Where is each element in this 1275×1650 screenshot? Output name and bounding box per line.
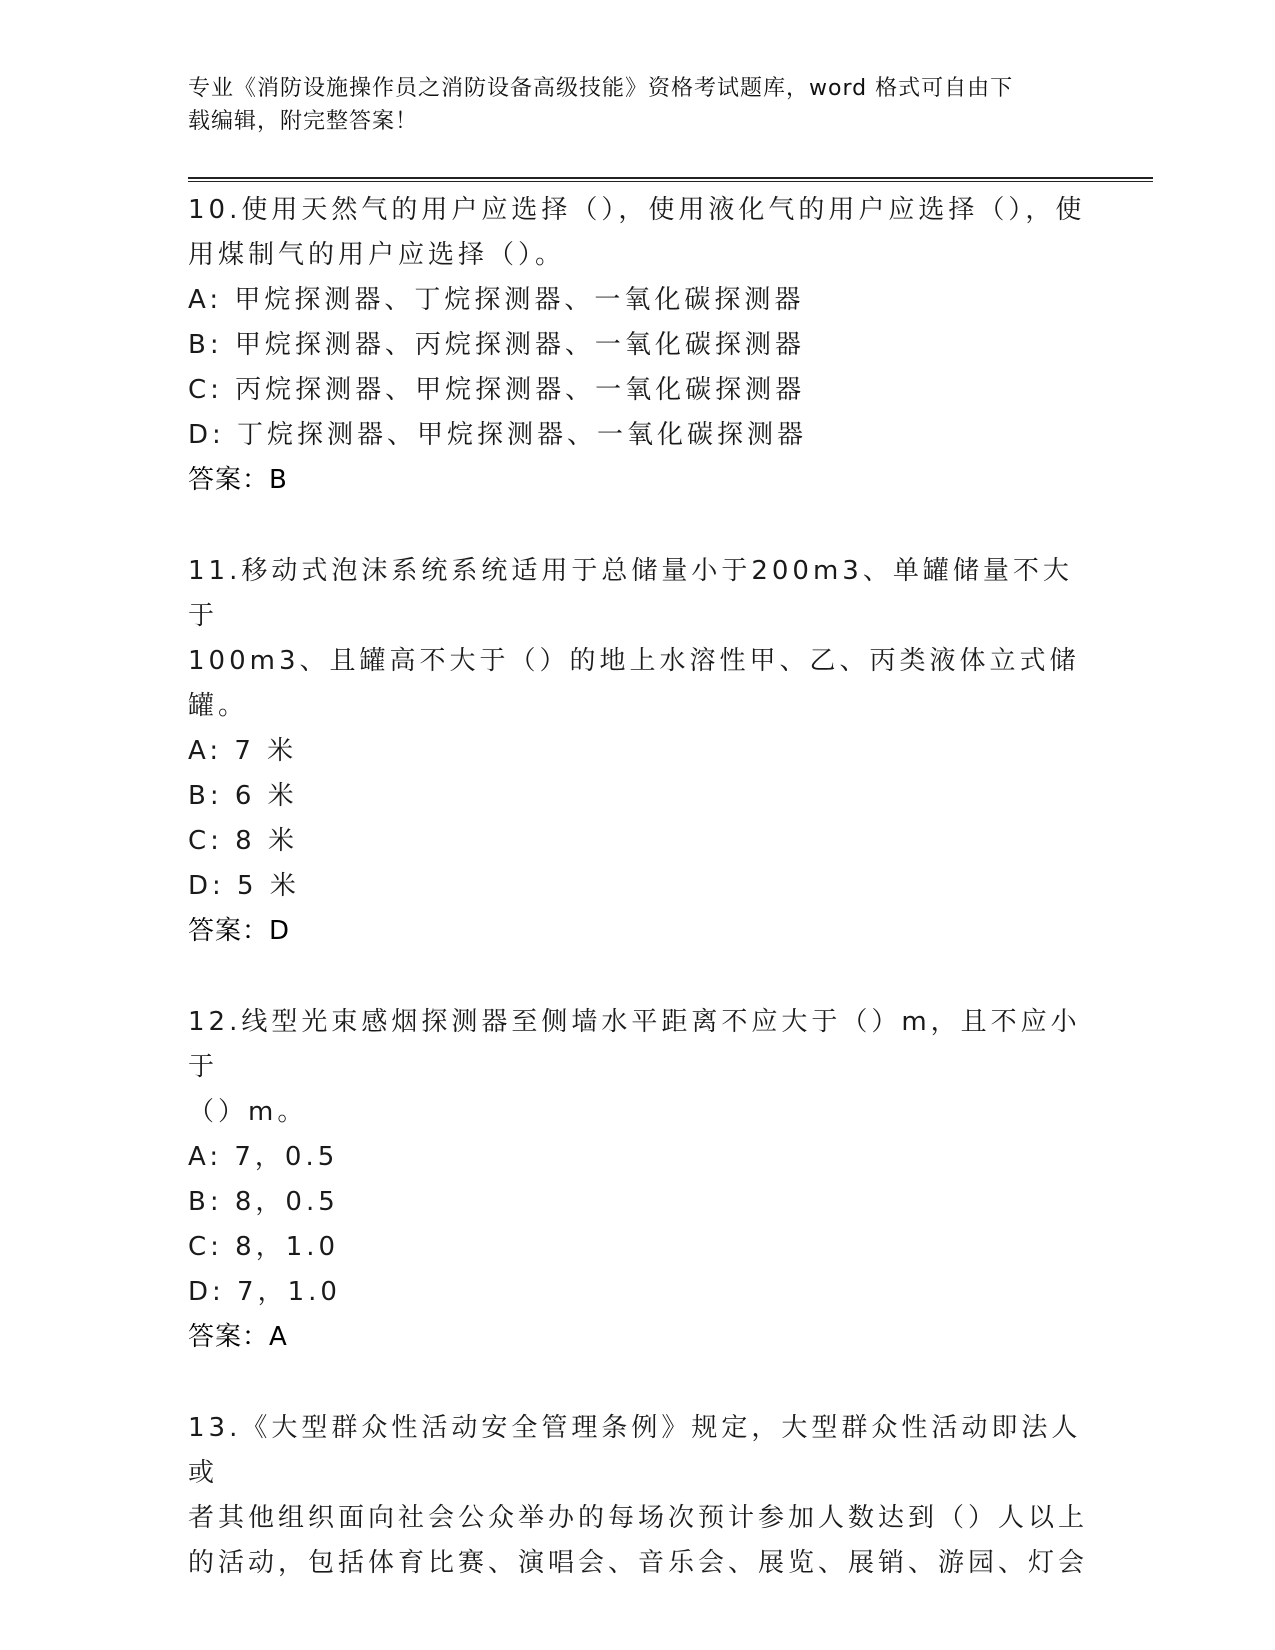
document-header (188, 72, 1068, 138)
header-divider (188, 177, 1153, 182)
answer-line: 答案：D (188, 916, 291, 946)
question-stem-line: 10.使用天然气的用户应选择（），使用液化气的用户应选择（），使 (188, 195, 1086, 225)
question-stem-line: 用煤制气的用户应选择（）。 (188, 240, 566, 270)
question-stem (188, 188, 1088, 278)
question-stem (188, 1000, 1088, 1135)
question-list (188, 188, 1088, 1632)
option-d: D: 7，1.0 (188, 1277, 341, 1307)
header-line-1: 专业《消防设施操作员之消防设备高级技能》资格考试题库，word 格式可自由下 (188, 76, 1014, 101)
option-a: A: 甲烷探测器、丁烷探测器、一氧化碳探测器 (188, 285, 805, 315)
answer-line: 答案：B (188, 465, 288, 495)
question-stem-line: （）m。 (188, 1097, 308, 1127)
question-stem-line: 者其他组织面向社会公众举办的每场次预计参加人数达到（）人以上 (188, 1503, 1089, 1533)
question-12 (188, 1000, 1088, 1360)
option-c: C: 8 米 (188, 826, 298, 856)
answer-line: 答案：A (188, 1322, 288, 1352)
option-d: D: 丁烷探测器、甲烷探测器、一氧化碳探测器 (188, 420, 808, 450)
option-b: B: 6 米 (188, 781, 298, 811)
question-13 (188, 1406, 1088, 1586)
question-stem-line: 13.《大型群众性活动安全管理条例》规定，大型群众性活动即法人或 (188, 1413, 1082, 1488)
question-stem-line: 12.线型光束感烟探测器至侧墙水平距离不应大于（）m，且不应小于 (188, 1007, 1081, 1082)
option-a: A: 7 米 (188, 736, 298, 766)
option-b: B: 8，0.5 (188, 1187, 339, 1217)
question-stem (188, 549, 1088, 729)
option-c: C: 8，1.0 (188, 1232, 340, 1262)
question-stem-line: 100m3、且罐高不大于（）的地上水溶性甲、乙、丙类液体立式储罐。 (188, 646, 1080, 721)
option-b: B: 甲烷探测器、丙烷探测器、一氧化碳探测器 (188, 330, 805, 360)
option-d: D: 5 米 (188, 871, 300, 901)
question-stem-line: 11.移动式泡沫系统系统适用于总储量小于200m3、单罐储量不大于 (188, 556, 1073, 631)
question-10 (188, 188, 1088, 503)
header-line-2: 载编辑，附完整答案！ (188, 109, 419, 134)
option-c: C: 丙烷探测器、甲烷探测器、一氧化碳探测器 (188, 375, 806, 405)
question-stem-line: 的活动，包括体育比赛、演唱会、音乐会、展览、展销、游园、灯会 (188, 1548, 1089, 1578)
question-stem (188, 1406, 1088, 1586)
question-11 (188, 549, 1088, 954)
option-a: A: 7，0.5 (188, 1142, 339, 1172)
